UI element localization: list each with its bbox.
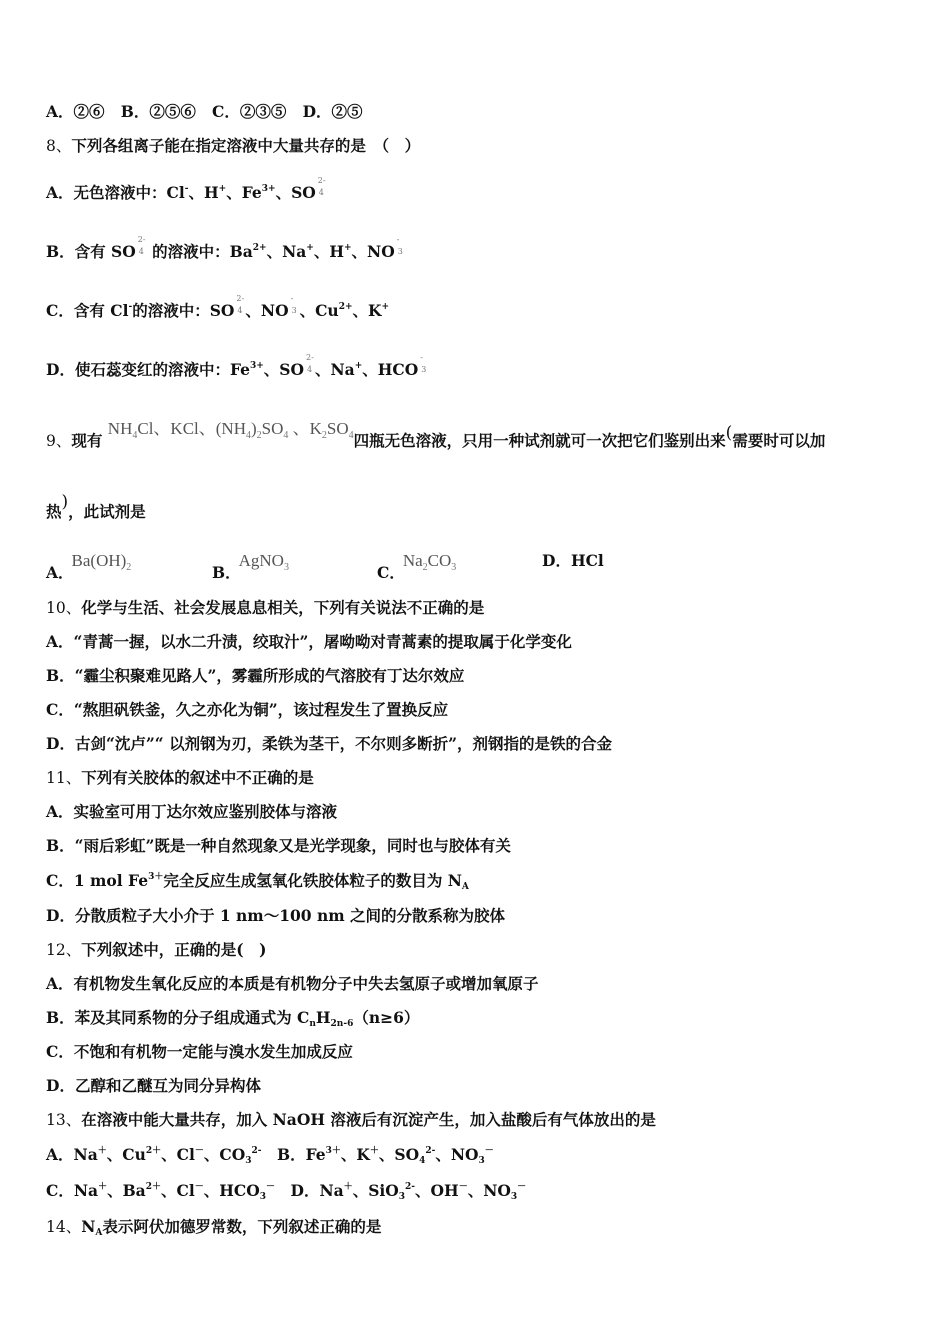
q7-option-c[interactable]: C．②③⑤ — [212, 102, 287, 121]
ion-charge: 2- 4 — [305, 353, 314, 374]
question-number: 8、 — [46, 137, 72, 155]
q13-options-ab[interactable]: A．Na＋、$Cu^{2+}$、Cl－、$CO_3^{2-}$ B．$Fe^{3+}$、K＋、$SO_4^{2-}$、$NO_3^-$ — [46, 1145, 494, 1166]
question-text: 下列各组离子能在指定溶液中大量共存的是 （ ） — [71, 136, 421, 155]
q14-stem: 14、$N_A$表示阿伏加德罗常数，下列叙述正确的是 — [46, 1217, 382, 1238]
q7-options — [46, 102, 363, 122]
q10-option-d[interactable]: D．古剑“沈卢”“ 以剂钢为刃，柔铁为茎干，不尔则多断折”，剂钢指的是铁的合金 — [46, 734, 613, 753]
q7-option-d[interactable]: D．②⑤ — [302, 102, 363, 121]
q7-option-a[interactable]: A．②⑥ — [46, 102, 105, 121]
q12-option-c[interactable]: C．不饱和有机物一定能与溴水发生加成反应 — [46, 1042, 353, 1061]
ion-charge: 2- 4 — [137, 235, 146, 256]
q9-stem-line2: 热)，此试剂是 — [46, 492, 146, 521]
q9-option-a[interactable]: A．$Ba(OH)_2$ — [46, 551, 132, 582]
question-number: 12、 — [46, 941, 82, 959]
question-number: 10、 — [46, 599, 82, 617]
q8-option-a[interactable]: A．无色溶液中：Cl-、H+、$Fe^{3+}$、SO 2- 4 — [46, 176, 326, 202]
question-number: 13、 — [46, 1111, 82, 1129]
q9-option-d[interactable]: D．HCl — [542, 551, 604, 570]
q13-stem: 13、在溶液中能大量共存，加入 NaOH 溶液后有沉淀产生，加入盐酸后有气体放出的是 — [46, 1110, 656, 1129]
ion-charge: - 3 — [420, 353, 427, 374]
q11-option-b[interactable]: B．“雨后彩虹”既是一种自然现象又是光学现象，同时也与胶体有关 — [46, 836, 511, 855]
q9-stem: 9、现有 $NH_4Cl$、KCl、$(NH_4)_2SO_4$ 、$K_2SO_4$四瓶无色溶液，只用一种试剂就可一次把它们鉴别出来(需要时可以加 — [46, 419, 826, 450]
q9-option-c[interactable]: C．$Na_2CO_3$ — [377, 551, 457, 582]
question-number: 14、 — [46, 1218, 82, 1236]
q10-option-a[interactable]: A．“青蒿一握，以水二升渍，绞取汁”，屠呦呦对青蒿素的提取属于化学变化 — [46, 632, 572, 651]
q10-option-b[interactable]: B．“霾尘积聚难见路人”，雾霾所形成的气溶胶有丁达尔效应 — [46, 666, 465, 685]
question-number: 9、 — [46, 432, 72, 450]
q11-option-c[interactable]: C．1 mol $Fe^{3+}$完全反应生成氢氧化铁胶体粒子的数目为 $N_A$ — [46, 871, 469, 892]
q8-stem — [46, 136, 420, 156]
q8-option-d[interactable]: D．使石蕊变红的溶液中：$Fe^{3+}$、SO 2- 4 、Na+、HCO - 3 — [46, 360, 429, 380]
q11-option-a[interactable]: A．实验室可用丁达尔效应鉴别胶体与溶液 — [46, 802, 338, 821]
q10-option-c[interactable]: C．“熬胆矾铁釜，久之亦化为铜”，该过程发生了置换反应 — [46, 700, 449, 719]
q8-option-c[interactable]: C．含有 Cl-的溶液中：SO 2- 4 、NO - 3 、$Cu^{2+}$、K+ — [46, 294, 390, 320]
q11-stem: 11、下列有关胶体的叙述中不正确的是 — [46, 768, 314, 787]
q10-stem: 10、化学与生活、社会发展息息相关，下列有关说法不正确的是 — [46, 598, 485, 617]
reagent-list-formula: $NH_4Cl$、KCl、$(NH_4)_2SO_4$ 、$K_2SO_4$ — [107, 419, 354, 441]
q9-option-b[interactable]: B．AgNO$_3$ — [212, 551, 289, 582]
ion-charge: - 3 — [396, 235, 403, 256]
q11-option-d[interactable]: D．分散质粒子大小介于 1 nm～100 nm 之间的分散系称为胶体 — [46, 906, 506, 925]
q8-option-b[interactable]: B．含有 SO 2- 4 的溶液中：$Ba^{2+}$、Na+、H+、NO - 3 — [46, 242, 406, 262]
q12-option-a[interactable]: A．有机物发生氧化反应的本质是有机物分子中失去氢原子或增加氧原子 — [46, 974, 539, 993]
q9-options — [46, 551, 906, 582]
q12-option-b[interactable]: B．苯及其同系物的分子组成通式为 $C_nH_{2n-6}(n\ge 6)$ — [46, 1008, 420, 1029]
ion-charge: - 3 — [290, 294, 297, 315]
question-number: 11、 — [46, 769, 82, 787]
ion-charge: 2- 4 — [236, 294, 245, 315]
q12-stem: 12、下列叙述中，正确的是( ) — [46, 940, 267, 959]
q12-option-d[interactable]: D．乙醇和乙醚互为同分异构体 — [46, 1076, 261, 1095]
q13-options-cd[interactable]: C．Na＋、$Ba^{2+}$、Cl－、$HCO_3^-$ D．Na＋、SiO$_3^{2-}$、OH－、$NO_3^-$ — [46, 1181, 527, 1202]
ion-charge: 2- 4 — [317, 176, 326, 197]
q7-option-b[interactable]: B．②⑤⑥ — [120, 102, 196, 121]
